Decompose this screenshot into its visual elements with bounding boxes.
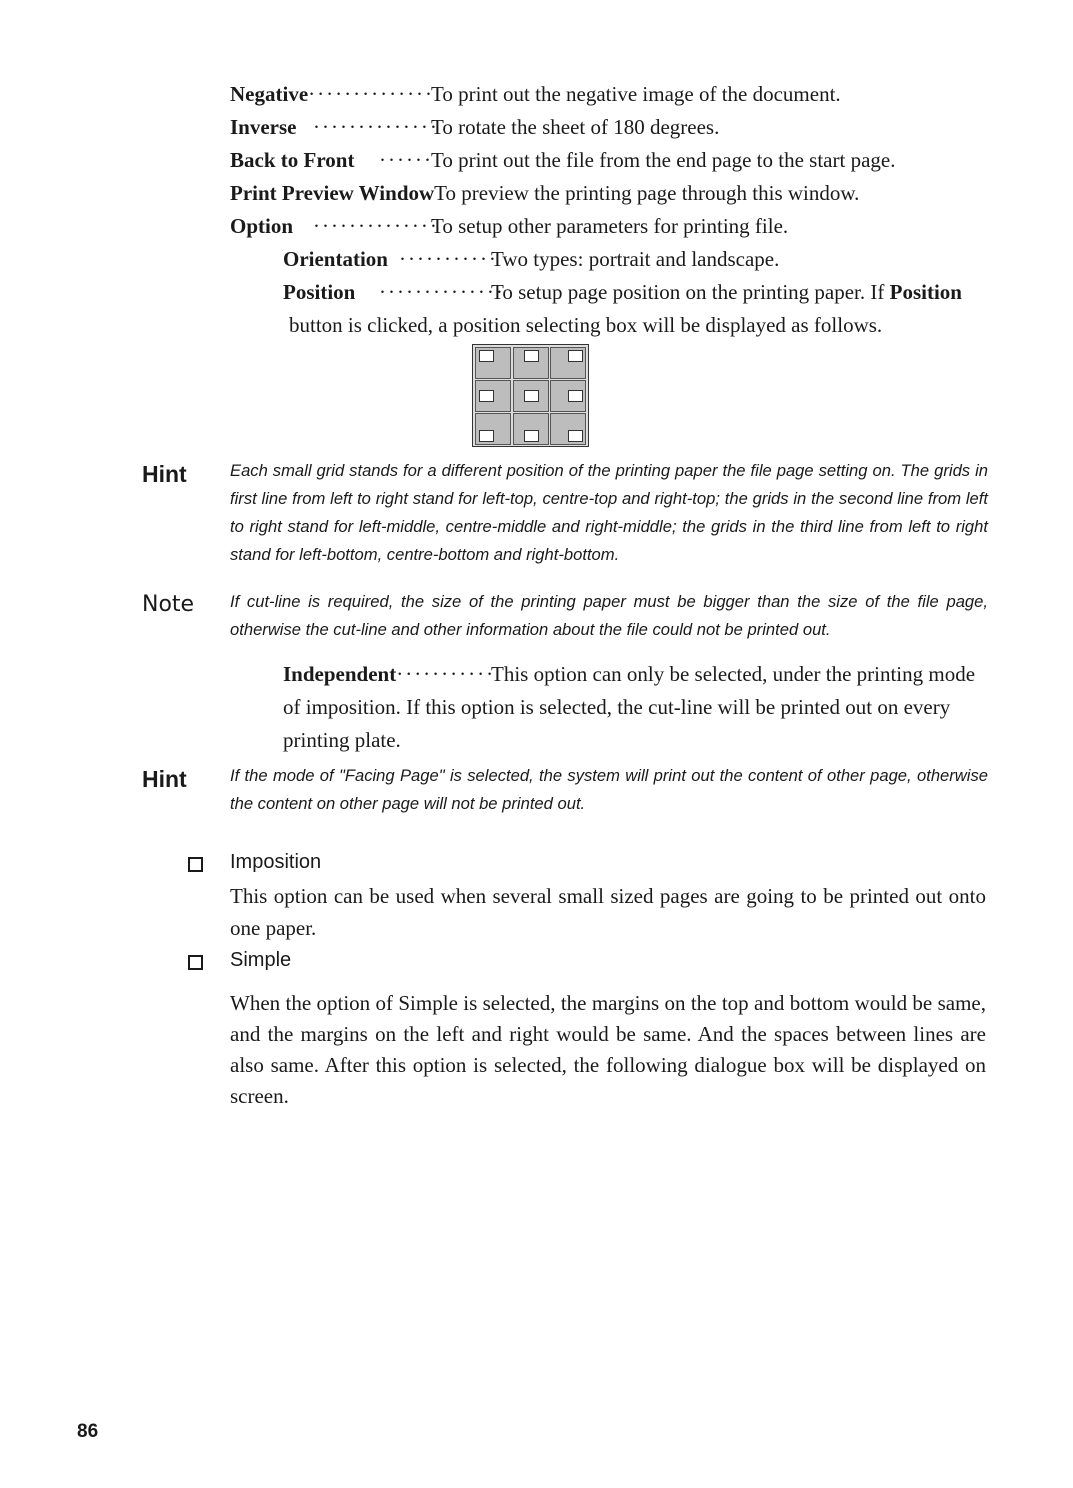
- option-term: Negative: [230, 82, 309, 106]
- note-label: Note: [142, 592, 195, 617]
- option-term: Position: [889, 280, 962, 304]
- page-marker-icon: [524, 350, 539, 362]
- option-desc: To preview the printing page through this window.: [434, 181, 860, 205]
- dot-leader: ···········: [396, 662, 496, 686]
- page-marker-icon: [524, 390, 539, 402]
- dot-leader: ··············: [379, 280, 505, 304]
- note-text: If cut-line is required, the size of the printing paper must be bigger than the size of the file page, otherwise the cut-line and other information about the file could not be printed out.: [230, 592, 988, 639]
- dot-leader: ··············: [308, 82, 435, 106]
- position-continuation: button is clicked, a position selecting box will be displayed as follows.: [289, 313, 883, 337]
- option-desc: To rotate the sheet of 180 degrees.: [431, 115, 720, 139]
- independent-line-1: This option can only be selected, under the printing mode: [491, 662, 976, 686]
- option-term: Inverse: [230, 115, 297, 139]
- position-cell-left-top[interactable]: [475, 347, 511, 379]
- dot-leader: ··············: [313, 115, 439, 139]
- position-cell-right-bottom[interactable]: [550, 413, 586, 445]
- option-desc: To print out the file from the end page to the start page.: [431, 148, 896, 172]
- option-desc: To print out the negative image of the document.: [431, 82, 841, 106]
- option-desc: Two types: portrait and landscape.: [491, 247, 780, 271]
- page-marker-icon: [568, 350, 583, 362]
- position-desc-text: To setup page position on the printing paper. If: [491, 280, 890, 304]
- hint-label: Hint: [142, 766, 187, 792]
- hint-text: If the mode of "Facing Page" is selected, the system will print out the content of other page, otherwise the content on other page will not be printed out.: [230, 766, 988, 813]
- option-negative: [230, 82, 434, 107]
- option-inverse: [230, 115, 297, 140]
- suboption-orientation: [283, 247, 388, 272]
- position-selector-grid: [472, 344, 589, 447]
- position-cell-right-top[interactable]: [550, 347, 586, 379]
- page-marker-icon: [568, 390, 583, 402]
- independent-line-2: of imposition. If this option is selected, the cut-line will be printed out on every: [283, 695, 951, 719]
- dot-leader: ······: [379, 148, 433, 172]
- option-term: Print Preview Window: [230, 181, 435, 205]
- dot-leader: ···········: [399, 247, 498, 271]
- option-term: Position: [283, 280, 356, 304]
- dot-leader: ··············: [313, 214, 439, 238]
- suboption-position: [283, 280, 355, 305]
- option-term: Independent: [283, 662, 397, 686]
- page-marker-icon: [479, 390, 494, 402]
- option-term: Back to Front: [230, 148, 355, 172]
- option-desc: [491, 280, 962, 305]
- independent-line-3: printing plate.: [283, 728, 401, 752]
- simple-text: When the option of Simple is selected, the margins on the top and bottom would be same, and the margins on the left and right would be same. And the spaces between lines are also same. After this option is selected, the following dialogue box will be displayed on screen.: [230, 991, 986, 1108]
- suboption-independent: [283, 662, 495, 687]
- imposition-text: This option can be used when several small sized pages are going to be printed out onto one paper.: [230, 884, 986, 940]
- option-desc: To setup other parameters for printing file.: [431, 214, 789, 238]
- page-marker-icon: [568, 430, 583, 442]
- imposition-title: Imposition: [230, 851, 322, 873]
- simple-title: Simple: [230, 949, 292, 971]
- page-number: 86: [77, 1421, 99, 1442]
- page-marker-icon: [479, 430, 494, 442]
- page-marker-icon: [524, 430, 539, 442]
- position-cell-left-bottom[interactable]: [475, 413, 511, 445]
- position-cell-right-middle[interactable]: [550, 380, 586, 412]
- option-print-preview: [230, 181, 859, 206]
- checkbox-icon: [188, 955, 203, 970]
- page-marker-icon: [479, 350, 494, 362]
- option-term: Orientation: [283, 247, 388, 271]
- hint-label: Hint: [142, 461, 187, 487]
- position-cell-left-middle[interactable]: [475, 380, 511, 412]
- hint-text: Each small grid stands for a different position of the printing paper the file page setting on. The grids in first line from left to right stand for left-top, centre-top and right-top; the grids in the second line from left to right stand for left-middle, centre-middle and right-middle; the grids in the third line from left to right stand for left-bottom, centre-bottom and right-bottom.: [230, 461, 988, 564]
- option-option: [230, 214, 293, 239]
- position-cell-centre-top[interactable]: [513, 347, 549, 379]
- position-cell-centre-middle[interactable]: [513, 380, 549, 412]
- option-back-to-front: [230, 148, 354, 173]
- position-cell-centre-bottom[interactable]: [513, 413, 549, 445]
- checkbox-icon: [188, 857, 203, 872]
- option-term: Option: [230, 214, 294, 238]
